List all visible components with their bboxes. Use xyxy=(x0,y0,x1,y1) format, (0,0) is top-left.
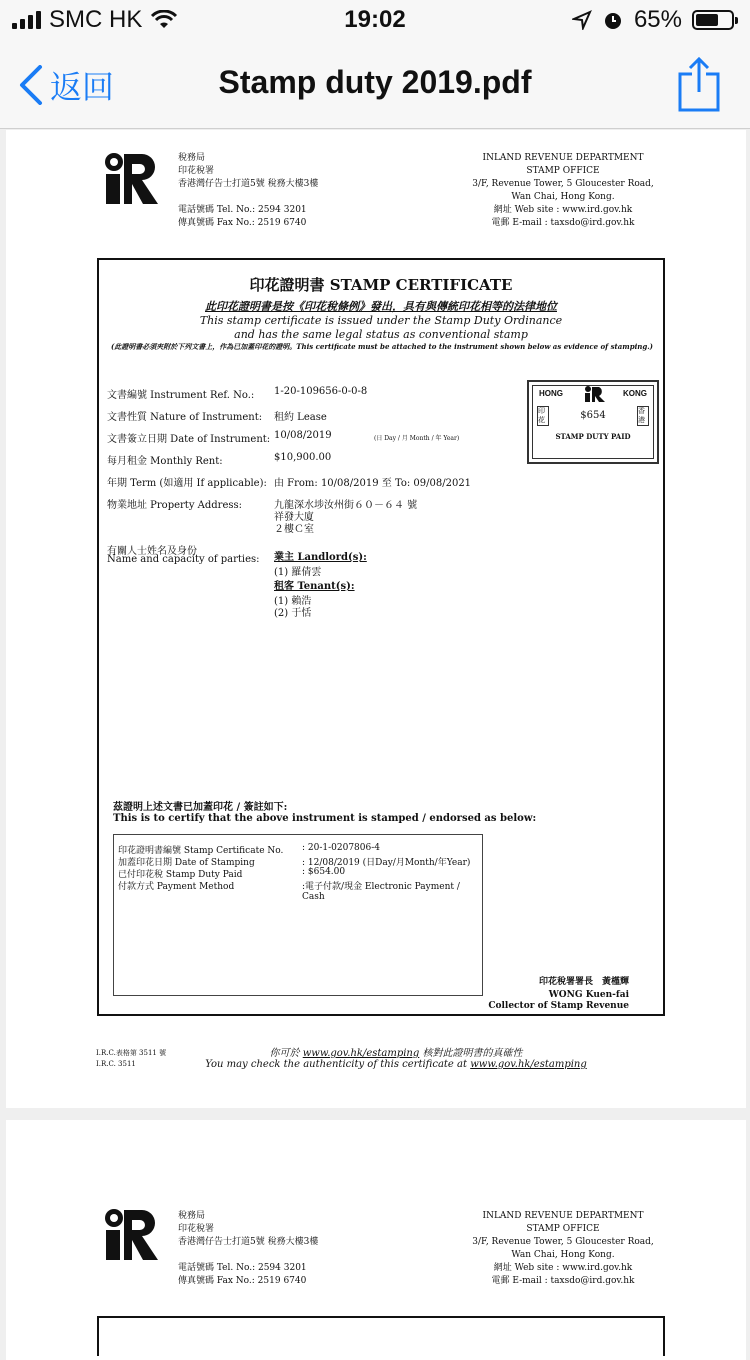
detail-label: 已付印花稅 Stamp Duty Paid xyxy=(118,870,243,880)
detail-value: : 12/08/2019 (日Day/月Month/年Year) xyxy=(302,858,471,868)
status-bar xyxy=(0,0,750,40)
battery-icon xyxy=(692,10,734,30)
header-cn-line: 香港灣仔告士打道5號 稅務大樓3樓 xyxy=(178,1237,319,1247)
navigation-bar xyxy=(0,40,750,129)
row-label: 年期 Term (如適用 If applicable): xyxy=(107,478,267,489)
detail-value: :電子付款/現金 Electronic Payment / Cash xyxy=(302,882,460,902)
header-cn-line: 印花稅署 xyxy=(178,166,215,176)
collector-name: WONG Kuen-fai xyxy=(548,990,629,1000)
seal-text-left: HONG xyxy=(539,389,563,398)
stamp-duty-seal xyxy=(527,380,659,464)
detail-label: 印花證明書編號 Stamp Certificate No. xyxy=(118,846,284,856)
verify-note-cn xyxy=(196,1044,596,1059)
fax-number: 傳真號碼 Fax No.: 2519 6740 xyxy=(178,1276,307,1286)
row-value: 10/08/2019 xyxy=(274,430,332,441)
collector-name-cn: 印花稅署署長 黃槿輝 xyxy=(538,977,629,987)
website: 網址 Web site : www.ird.gov.hk xyxy=(493,1263,633,1273)
cert-title: 印花證明書 STAMP CERTIFICATE xyxy=(249,276,513,294)
verify-text: You may check the authenticity of this certificate at xyxy=(205,1059,468,1070)
verify-text: 核對此證明書的真確性 xyxy=(422,1048,523,1059)
header-cn-line: 印花稅署 xyxy=(178,1224,215,1234)
row-label: 文書性質 Nature of Instrument: xyxy=(107,412,263,423)
landlord-label: 業主 Landlord(s): xyxy=(274,552,367,563)
tenant-name: (1) 賴浩 xyxy=(274,596,312,607)
date-format-hint: (日 Day / 月 Month / 年 Year) xyxy=(374,435,460,442)
pdf-page-1 xyxy=(6,130,746,1108)
parties-label-cn: 有關人士姓名及身份 xyxy=(107,546,197,557)
cert-note: (此證明書必須夾附於下列文書上，作為已加蓋印花的證明。This certificate must be attached to the instrument shown below as evidence of stamping.) xyxy=(111,342,653,351)
clock: 19:02 xyxy=(344,6,406,33)
header-cn xyxy=(178,152,318,191)
document-title: Stamp duty 2019.pdf xyxy=(218,64,532,100)
certify-text-cn: 茲證明上述文書已加蓋印花 / 簽註如下: xyxy=(113,802,288,813)
cert-subtitle-en: This stamp certificate is issued under the Stamp Duty Ordinance xyxy=(199,314,563,327)
collector-title: Collector of Stamp Revenue xyxy=(488,1001,629,1011)
email: 電郵 E-mail : taxsdo@ird.gov.hk xyxy=(491,1276,635,1286)
header-cn-line: 稅務局 xyxy=(178,153,206,163)
header-en-line: Wan Chai, Hong Kong. xyxy=(511,192,615,202)
pdf-page-2 xyxy=(6,1120,746,1360)
row-value: 由 From: 10/08/2019 至 To: 09/08/2021 xyxy=(274,478,472,489)
detail-value: : $654.00 xyxy=(302,867,346,877)
row-label: 文書簽立日期 Date of Instrument: xyxy=(107,434,271,445)
carrier-name: SMC HK xyxy=(49,6,143,33)
website: 網址 Web site : www.ird.gov.hk xyxy=(493,205,633,215)
header-en-line: INLAND REVENUE DEPARTMENT xyxy=(482,1211,644,1221)
header-en-line: STAMP OFFICE xyxy=(526,1224,600,1234)
tel-number: 電話號碼 Tel. No.: 2594 3201 xyxy=(178,205,307,215)
row-label: 每月租金 Monthly Rent: xyxy=(107,456,223,467)
header-cn xyxy=(178,1210,318,1249)
row-label: 物業地址 Property Address: xyxy=(107,500,243,511)
ird-mini-logo-icon xyxy=(584,386,606,402)
row-value: 1-20-109656-0-0-8 xyxy=(274,386,368,397)
status-right xyxy=(572,6,734,34)
stamp-certificate xyxy=(97,258,665,1016)
tenant-label: 租客 Tenant(s): xyxy=(274,581,355,592)
fax-number: 傳真號碼 Fax No.: 2519 6740 xyxy=(178,218,307,228)
header-en-line: INLAND REVENUE DEPARTMENT xyxy=(482,153,644,163)
header-en xyxy=(468,1210,658,1288)
ird-logo xyxy=(102,152,160,206)
verify-note-en xyxy=(196,1059,596,1070)
detail-label: 付款方式 Payment Method xyxy=(118,882,235,892)
row-value: 九龍深水埗汝州街６０－６４ 號 xyxy=(274,500,418,511)
header-en-line: Wan Chai, Hong Kong. xyxy=(511,1250,615,1260)
share-icon xyxy=(678,56,720,112)
seal-text-right: KONG xyxy=(623,389,647,398)
location-icon xyxy=(572,10,592,30)
address-line: ２樓Ｃ室 xyxy=(274,524,314,535)
back-label: 返回 xyxy=(50,69,115,105)
seal-paid: STAMP DUTY PAID xyxy=(555,432,631,441)
landlord-name: (1) 羅倩雲 xyxy=(274,567,322,578)
detail-label: 加蓋印花日期 Date of Stamping xyxy=(118,858,255,868)
header-en-line: 3/F, Revenue Tower, 5 Gloucester Road, xyxy=(472,1237,654,1247)
tel-number: 電話號碼 Tel. No.: 2594 3201 xyxy=(178,1263,307,1273)
email: 電郵 E-mail : taxsdo@ird.gov.hk xyxy=(491,218,635,228)
detail-value: : 20-1-0207806-4 xyxy=(302,843,381,853)
tenant-name: (2) 于恬 xyxy=(274,608,312,619)
stamping-details-box xyxy=(113,834,483,996)
seal-amount: $654 xyxy=(580,410,606,421)
header-en-line: STAMP OFFICE xyxy=(526,166,600,176)
certify-text-en: This is to certify that the above instrument is stamped / endorsed as below: xyxy=(113,813,537,824)
seal-side-left: 印花 xyxy=(537,406,549,426)
header-contact xyxy=(178,204,307,230)
row-label: 文書編號 Instrument Ref. No.: xyxy=(107,390,255,401)
verify-link[interactable]: www.gov.hk/estamping xyxy=(470,1059,587,1070)
verify-link[interactable]: www.gov.hk/estamping xyxy=(302,1048,420,1059)
seal-side-right: 香港 xyxy=(637,406,649,426)
parties-label-en: Name and capacity of parties: xyxy=(107,554,260,565)
header-en-line: 3/F, Revenue Tower, 5 Gloucester Road, xyxy=(472,179,654,189)
header-cn-line: 香港灣仔告士打道5號 稅務大樓3樓 xyxy=(178,179,319,189)
ird-logo xyxy=(102,1208,160,1262)
cert-subtitle-cn: 此印花證明書是按《印花稅條例》發出，具有與傳統印花相等的法律地位 xyxy=(205,300,557,313)
battery-percent: 65% xyxy=(633,6,682,33)
address-line: 祥發大廈 xyxy=(274,512,314,523)
share-button[interactable] xyxy=(678,56,720,117)
row-value: 租約 Lease xyxy=(274,412,327,423)
header-en xyxy=(468,152,658,230)
alarm-icon xyxy=(602,9,624,31)
header-contact xyxy=(178,1262,307,1288)
header-cn-line: 稅務局 xyxy=(178,1211,206,1221)
verify-text: 你可於 xyxy=(269,1048,300,1059)
form-number-cn: I.R.C.表格第 3511 號 xyxy=(96,1049,167,1057)
cert-subtitle-en: and has the same legal status as conventional stamp xyxy=(234,328,528,341)
row-value: $10,900.00 xyxy=(274,452,332,463)
stamp-certificate-partial xyxy=(97,1316,665,1356)
form-number-en: I.R.C. 3511 xyxy=(96,1060,136,1068)
